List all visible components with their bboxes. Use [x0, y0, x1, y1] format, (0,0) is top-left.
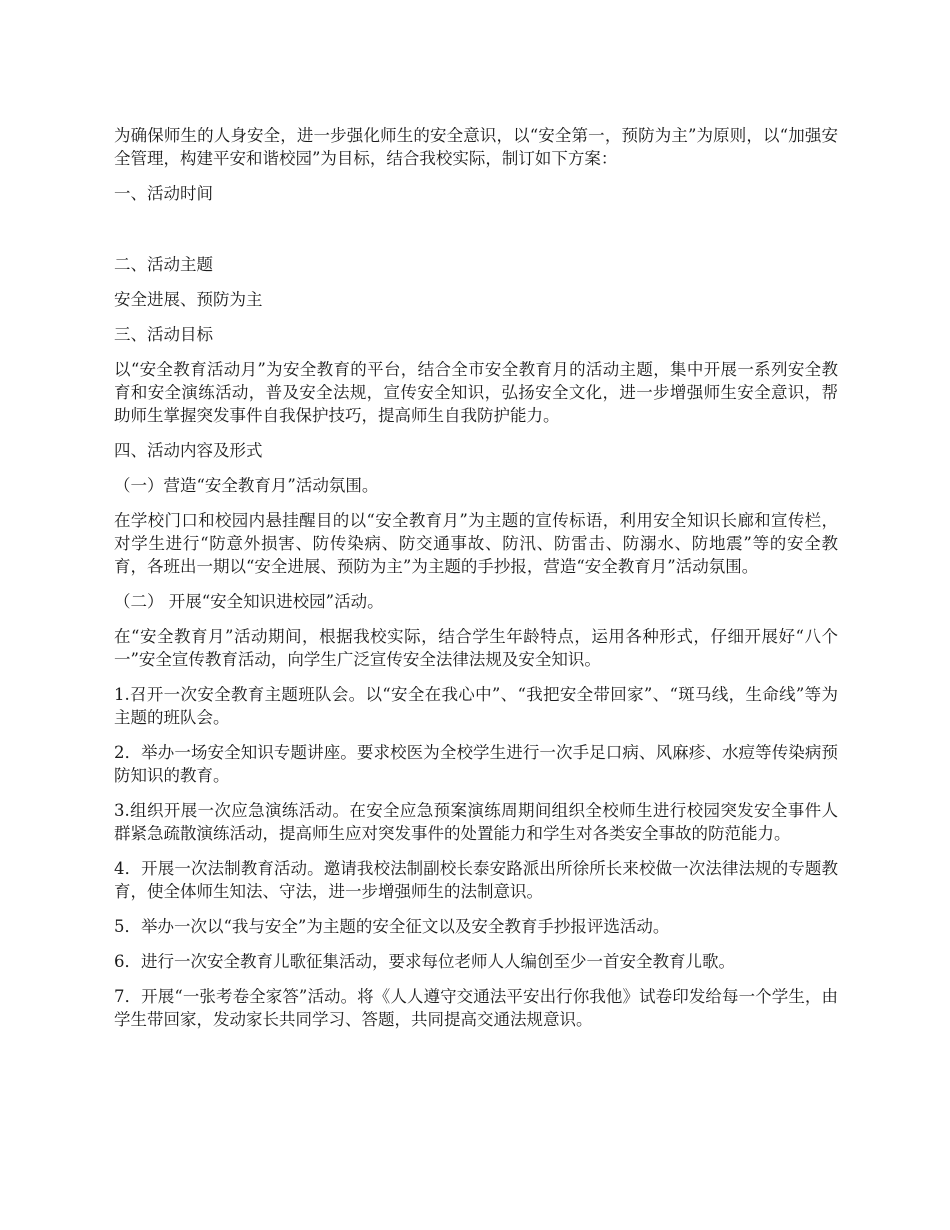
list-item-7: 7．开展“一张考卷全家答”活动。将《人人遵守交通法平安出行你我他》试卷印发给每一个学生，由学生带回家，发动家长共同学习、答题，共同提高交通法规意识。: [114, 987, 838, 1029]
goal-paragraph: 以“安全教育活动月”为安全教育的平台，结合全市安全教育月的活动主题，集中开展一系列安全教育和安全演练活动，普及安全法规，宣传安全知识，弘扬安全文化，进一步增强师生安全意识，帮助师生掌握突发事件自我保护技巧，提高师生自我防护能力。: [114, 360, 838, 425]
theme-text: 安全进展、预防为主: [114, 290, 263, 309]
subsection-heading-1: （一）营造“安全教育月”活动氛围。: [114, 476, 379, 495]
list-item-4: 4．开展一次法制教育活动。邀请我校法制副校长泰安路派出所徐所长来校做一次法律法规的专题教育，使全体师生知法、守法，进一步增强师生的法制意识。: [114, 859, 838, 901]
blank-space: [114, 217, 838, 253]
section-heading-content: 四、活动内容及形式: [114, 441, 263, 460]
document-body: [114, 124, 838, 1043]
intro-paragraph: 为确保师生的人身安全，进一步强化师生的安全意识，以“安全第一，预防为主”为原则，以“加强安全管理，构建平安和谐校园”为目标，结合我校实际，制订如下方案：: [114, 126, 838, 168]
section-heading-theme: 二、活动主题: [114, 255, 213, 274]
subsection-paragraph-2: 在“安全教育月”活动期间，根据我校实际，结合学生年龄特点，运用各种形式，仔细开展好“八个一”安全宣传教育活动，向学生广泛宣传安全法律法规及安全知识。: [114, 627, 838, 669]
list-item-3: 3.组织开展一次应急演练活动。在安全应急预案演练周期间组织全校师生进行校园突发安全事件人群紧急疏散演练活动，提高师生应对突发事件的处置能力和学生对各类安全事故的防范能力。: [114, 801, 838, 843]
list-item-2: 2．举办一场安全知识专题讲座。要求校医为全校学生进行一次手足口病、风麻疹、水痘等传染病预防知识的教育。: [114, 743, 838, 785]
list-item-6: 6．进行一次安全教育儿歌征集活动，要求每位老师人人编创至少一首安全教育儿歌。: [114, 952, 735, 971]
subsection-paragraph-1: 在学校门口和校园内悬挂醒目的以“安全教育月”为主题的宣传标语，利用安全知识长廊和宣传栏，对学生进行“防意外损害、防传染病、防交通事故、防汛、防雷击、防溺水、防地震”等的安全教育，各班出一期以“安全进展、预防为主”为主题的手抄报，营造“安全教育月”活动氛围。: [114, 511, 838, 576]
section-heading-time: 一、活动时间: [114, 184, 213, 203]
section-heading-goal: 三、活动目标: [114, 325, 213, 344]
list-item-1: 1.召开一次安全教育主题班队会。以“安全在我心中”、“我把安全带回家”、“斑马线，生命线”等为主题的班队会。: [114, 685, 838, 727]
list-item-5: 5．举办一次以“我与安全”为主题的安全征文以及安全教育手抄报评选活动。: [114, 917, 670, 936]
subsection-heading-2: （二） 开展“安全知识进校园”活动。: [114, 592, 384, 611]
